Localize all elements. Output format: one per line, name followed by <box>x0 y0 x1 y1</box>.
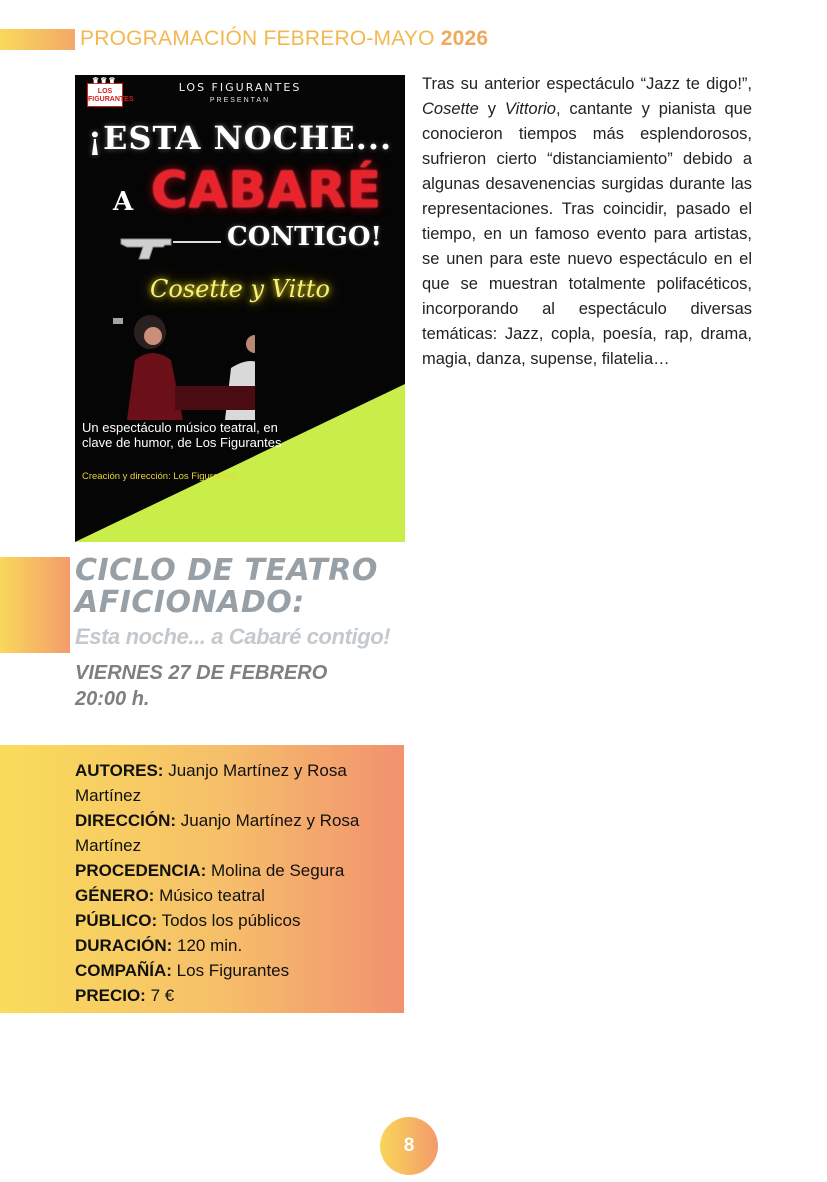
info-row-compania <box>75 958 375 983</box>
poster-credit: Creación y dirección: Los Figurantes <box>82 471 237 482</box>
info-value: Juanjo Martínez y Rosa Martínez <box>75 811 360 855</box>
description-cosette: Cosette <box>422 100 479 118</box>
info-row-autores <box>75 758 375 808</box>
cycle-title-line1: CICLO DE TEATRO <box>75 553 378 588</box>
event-description <box>422 72 752 372</box>
header-accent-bar <box>0 29 75 50</box>
event-date: VIERNES 27 DE FEBRERO <box>75 662 328 684</box>
description-part2: , cantante y pianista que conocieron tiempos más esplendorosos, sufrieron cierto “distanciamiento” debido a algunas desavenencias surgidas durante las representaciones. Tras coincidir, pasado el tiempo, en un famoso evento para artistas, se unen para este nuevo espectáculo en el que se muestran totalmente polifacéticos, incorporando al espectáculo diversas temáticas: Jazz, copla, poesía, rap, drama, magia, danza, supense, filatelia… <box>422 100 753 368</box>
info-key: PÚBLICO: <box>75 911 158 930</box>
description-part1: Tras su anterior espectáculo “Jazz te digo!”, <box>422 75 752 93</box>
cycle-title-line2: AFICIONADO: <box>75 585 305 620</box>
info-value: Molina de Segura <box>206 861 345 880</box>
poster-performers-photo <box>105 310 255 420</box>
poster-logo-text: LOS FIGURANTES <box>88 88 134 103</box>
event-time: 20:00 h. <box>75 688 150 710</box>
info-value: Todos los públicos <box>157 911 301 930</box>
poster-headline-cabare: CABARÉ <box>151 161 382 219</box>
info-value: Músico teatral <box>154 886 265 905</box>
info-key: DIRECCIÓN: <box>75 811 177 830</box>
info-row-publico <box>75 908 375 933</box>
info-row-precio <box>75 983 375 1008</box>
poster-performer-names: Cosette y Vitto <box>150 275 330 303</box>
info-row-genero <box>75 883 375 908</box>
info-value: 120 min. <box>172 936 243 955</box>
info-row-procedencia <box>75 858 375 883</box>
description-vittorio: Vittorio <box>504 100 556 118</box>
info-list <box>75 758 375 1008</box>
header-year: 2026 <box>440 27 489 50</box>
pistol-icon <box>119 235 225 261</box>
event-subtitle: Esta noche... a Cabaré contigo! <box>75 624 391 649</box>
info-key: PRECIO: <box>75 986 146 1005</box>
cycle-accent-bar <box>0 557 70 653</box>
poster-presentan: PRESENTAN <box>209 97 271 104</box>
poster-company-name: LOS FIGURANTES <box>178 81 302 94</box>
cycle-title <box>75 555 405 619</box>
info-key: GÉNERO: <box>75 886 155 905</box>
info-value: Los Figurantes <box>171 961 290 980</box>
info-key: DURACIÓN: <box>75 936 173 955</box>
info-value: 7 € <box>145 986 175 1005</box>
crown-icon: ♛♛♛ <box>92 76 117 85</box>
poster-headline-contigo: CONTIGO! <box>227 222 382 252</box>
info-key: PROCEDENCIA: <box>75 861 207 880</box>
header-title <box>80 27 488 51</box>
info-key: AUTORES: <box>75 761 164 780</box>
page-number: 8 <box>380 1117 438 1175</box>
poster-description: Un espectáculo músico teatral, en clave de humor, de Los Figurantes <box>82 420 282 450</box>
event-poster <box>75 75 405 542</box>
poster-headline-a: A <box>113 187 134 217</box>
info-key: COMPAÑÍA: <box>75 961 172 980</box>
info-row-direccion <box>75 808 375 858</box>
info-value: Juanjo Martínez y Rosa Martínez <box>75 761 347 805</box>
header-title-prefix: PROGRAMACIÓN FEBRERO-MAYO <box>80 27 435 50</box>
description-and: y <box>478 100 505 118</box>
poster-headline-line1: ¡ESTA NOCHE... <box>87 119 393 157</box>
info-row-duracion <box>75 933 375 958</box>
